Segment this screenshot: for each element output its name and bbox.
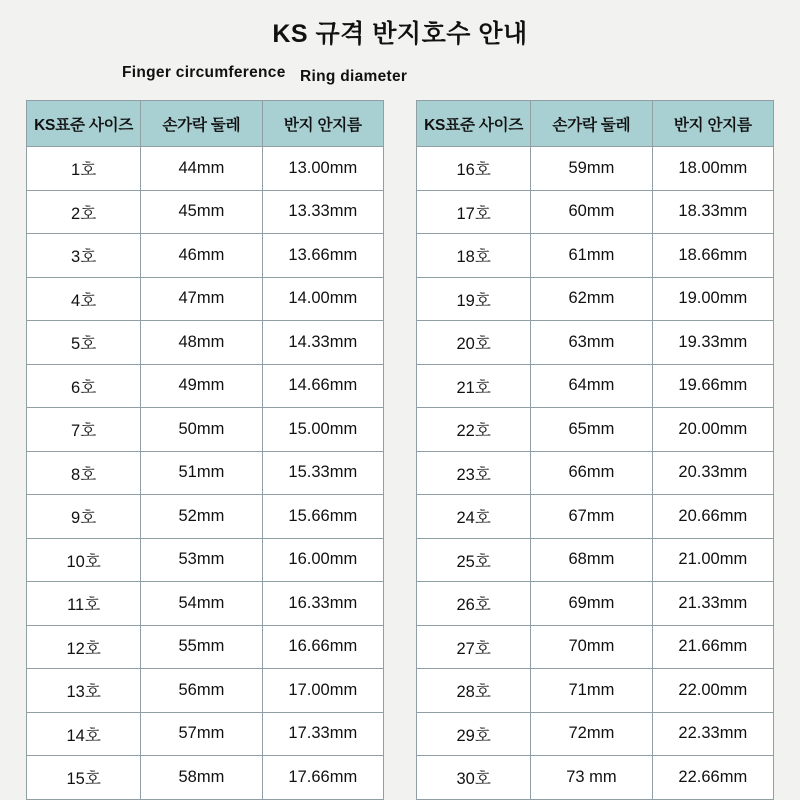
cell-circumference: 47mm (141, 277, 262, 321)
cell-ks-size: 4호 (27, 277, 141, 321)
column-header-finger-circumference: 손가락 둘레 (531, 101, 652, 147)
cell-diameter: 18.33mm (652, 190, 773, 234)
table-row (417, 712, 774, 756)
cell-diameter: 20.33mm (652, 451, 773, 495)
cell-diameter: 13.66mm (262, 234, 383, 278)
cell-diameter: 22.33mm (652, 712, 773, 756)
annotation-finger-circumference: Finger circumference (122, 64, 286, 81)
cell-ks-size: 30호 (417, 756, 531, 800)
cell-ks-size: 23호 (417, 451, 531, 495)
cell-diameter: 20.00mm (652, 408, 773, 452)
table-row (417, 538, 774, 582)
cell-ks-size: 28호 (417, 669, 531, 713)
cell-circumference: 63mm (531, 321, 652, 365)
cell-diameter: 14.66mm (262, 364, 383, 408)
ring-size-table-left (26, 100, 384, 800)
cell-ks-size: 21호 (417, 364, 531, 408)
cell-diameter: 15.66mm (262, 495, 383, 539)
table-row (417, 234, 774, 278)
table-row (417, 147, 774, 191)
annotation-layer (0, 56, 800, 90)
cell-circumference: 55mm (141, 625, 262, 669)
cell-circumference: 67mm (531, 495, 652, 539)
table-row (27, 625, 384, 669)
table-row (27, 669, 384, 713)
table-row (417, 364, 774, 408)
table-row (417, 625, 774, 669)
table-row (417, 495, 774, 539)
cell-ks-size: 8호 (27, 451, 141, 495)
cell-ks-size: 14호 (27, 712, 141, 756)
table-body-right (417, 147, 774, 800)
table-row (27, 712, 384, 756)
cell-diameter: 18.66mm (652, 234, 773, 278)
cell-ks-size: 26호 (417, 582, 531, 626)
cell-circumference: 68mm (531, 538, 652, 582)
cell-ks-size: 9호 (27, 495, 141, 539)
table-row (27, 277, 384, 321)
cell-circumference: 65mm (531, 408, 652, 452)
table-row (27, 147, 384, 191)
cell-ks-size: 29호 (417, 712, 531, 756)
cell-circumference: 58mm (141, 756, 262, 800)
table-row (27, 408, 384, 452)
cell-diameter: 16.33mm (262, 582, 383, 626)
cell-ks-size: 24호 (417, 495, 531, 539)
cell-diameter: 18.00mm (652, 147, 773, 191)
cell-ks-size: 18호 (417, 234, 531, 278)
cell-circumference: 69mm (531, 582, 652, 626)
cell-diameter: 16.00mm (262, 538, 383, 582)
table-row (417, 756, 774, 800)
cell-ks-size: 22호 (417, 408, 531, 452)
table-body-left (27, 147, 384, 800)
cell-diameter: 19.66mm (652, 364, 773, 408)
cell-circumference: 49mm (141, 364, 262, 408)
cell-diameter: 22.00mm (652, 669, 773, 713)
table-row (417, 451, 774, 495)
cell-diameter: 21.00mm (652, 538, 773, 582)
cell-diameter: 19.00mm (652, 277, 773, 321)
table-row (27, 190, 384, 234)
cell-ks-size: 12호 (27, 625, 141, 669)
table-row (27, 538, 384, 582)
cell-circumference: 66mm (531, 451, 652, 495)
column-header-ks-size: KS표준 사이즈 (417, 101, 531, 147)
table-row (417, 408, 774, 452)
cell-circumference: 73 mm (531, 756, 652, 800)
cell-diameter: 22.66mm (652, 756, 773, 800)
cell-ks-size: 17호 (417, 190, 531, 234)
cell-circumference: 71mm (531, 669, 652, 713)
column-header-ring-diameter: 반지 안지름 (652, 101, 773, 147)
cell-diameter: 20.66mm (652, 495, 773, 539)
column-header-ring-diameter: 반지 안지름 (262, 101, 383, 147)
cell-circumference: 64mm (531, 364, 652, 408)
table-row (417, 321, 774, 365)
table-row (27, 451, 384, 495)
table-header-row (417, 101, 774, 147)
cell-diameter: 19.33mm (652, 321, 773, 365)
annotation-ring-diameter: Ring diameter (300, 68, 408, 85)
cell-ks-size: 16호 (417, 147, 531, 191)
table-row (27, 495, 384, 539)
table-row (417, 582, 774, 626)
cell-circumference: 48mm (141, 321, 262, 365)
page-title: KS 규격 반지호수 안내 (272, 20, 528, 48)
cell-diameter: 13.33mm (262, 190, 383, 234)
column-header-ks-size: KS표준 사이즈 (27, 101, 141, 147)
cell-circumference: 60mm (531, 190, 652, 234)
cell-circumference: 72mm (531, 712, 652, 756)
cell-circumference: 62mm (531, 277, 652, 321)
cell-circumference: 52mm (141, 495, 262, 539)
cell-diameter: 16.66mm (262, 625, 383, 669)
table-header-row (27, 101, 384, 147)
table-row (417, 669, 774, 713)
tables-container (26, 100, 774, 800)
cell-diameter: 17.33mm (262, 712, 383, 756)
cell-diameter: 17.66mm (262, 756, 383, 800)
cell-ks-size: 7호 (27, 408, 141, 452)
cell-ks-size: 1호 (27, 147, 141, 191)
cell-ks-size: 6호 (27, 364, 141, 408)
cell-diameter: 14.33mm (262, 321, 383, 365)
cell-diameter: 13.00mm (262, 147, 383, 191)
cell-circumference: 50mm (141, 408, 262, 452)
cell-circumference: 44mm (141, 147, 262, 191)
cell-ks-size: 13호 (27, 669, 141, 713)
cell-circumference: 51mm (141, 451, 262, 495)
table-row (417, 277, 774, 321)
cell-circumference: 57mm (141, 712, 262, 756)
table-row (27, 321, 384, 365)
cell-diameter: 21.66mm (652, 625, 773, 669)
cell-circumference: 56mm (141, 669, 262, 713)
cell-ks-size: 2호 (27, 190, 141, 234)
cell-ks-size: 10호 (27, 538, 141, 582)
cell-circumference: 46mm (141, 234, 262, 278)
cell-ks-size: 3호 (27, 234, 141, 278)
cell-circumference: 53mm (141, 538, 262, 582)
cell-circumference: 45mm (141, 190, 262, 234)
cell-circumference: 61mm (531, 234, 652, 278)
table-row (27, 582, 384, 626)
cell-diameter: 15.33mm (262, 451, 383, 495)
cell-ks-size: 15호 (27, 756, 141, 800)
cell-circumference: 70mm (531, 625, 652, 669)
cell-ks-size: 11호 (27, 582, 141, 626)
table-row (417, 190, 774, 234)
table-row (27, 234, 384, 278)
ring-size-table-right (416, 100, 774, 800)
cell-circumference: 54mm (141, 582, 262, 626)
cell-diameter: 17.00mm (262, 669, 383, 713)
table-row (27, 756, 384, 800)
cell-ks-size: 25호 (417, 538, 531, 582)
cell-ks-size: 20호 (417, 321, 531, 365)
cell-ks-size: 27호 (417, 625, 531, 669)
column-header-finger-circumference: 손가락 둘레 (141, 101, 262, 147)
cell-diameter: 14.00mm (262, 277, 383, 321)
cell-circumference: 59mm (531, 147, 652, 191)
table-row (27, 364, 384, 408)
cell-ks-size: 5호 (27, 321, 141, 365)
cell-diameter: 15.00mm (262, 408, 383, 452)
cell-ks-size: 19호 (417, 277, 531, 321)
cell-diameter: 21.33mm (652, 582, 773, 626)
